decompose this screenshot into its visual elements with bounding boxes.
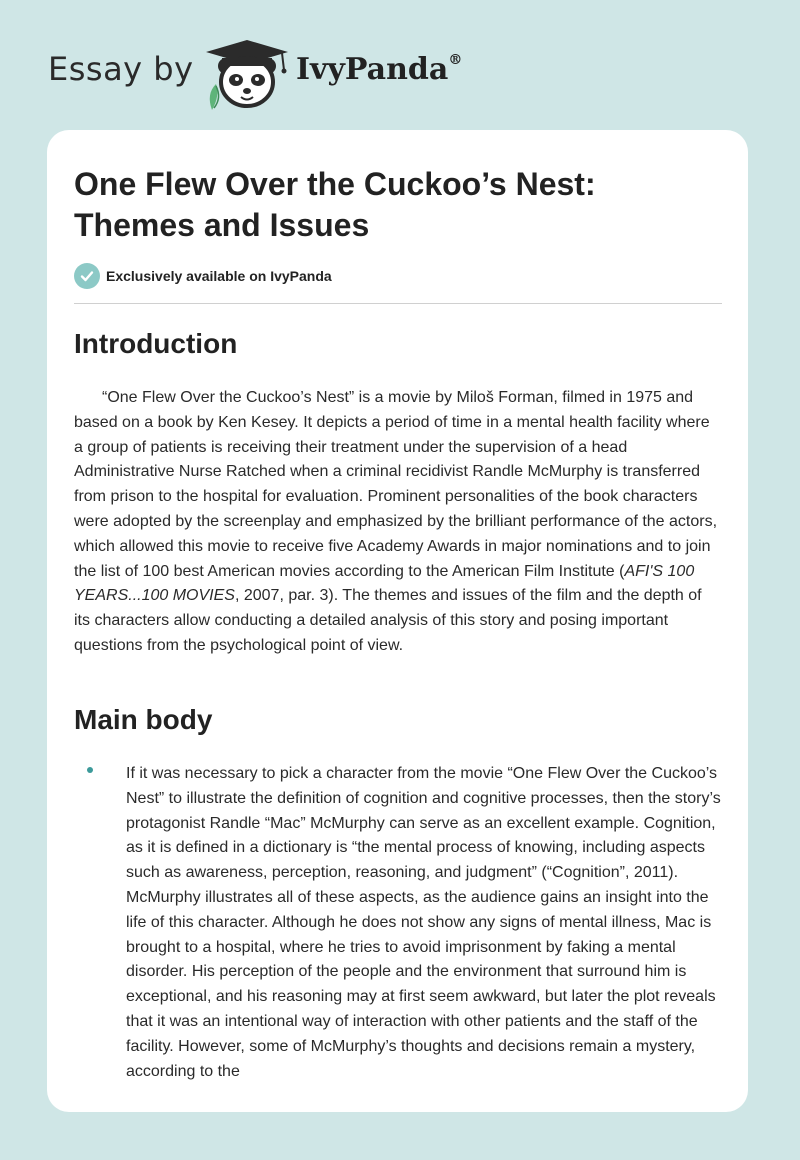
citation-title: AFI'S 100 YEARS...100 MOVIES [74,562,695,605]
main-body-list-item: If it was necessary to pick a character from the movie “One Flew Over the Cuckoo’s Nest” to illustrate the definition of cognition and cognitive processes, then the story’s protagonist Randle “Mac” McMurphy can serve as an excellent example. Cognition, as it is defined in a dictionary is “the mental process of knowing, including aspects such as awareness, perception, reasoning, and judgment” (“Cognition”, 2011). McMurphy illustrates all of these aspects, as the audience gains an insight into the life of this character. Although he does not show any signs of mental illness, Mac is brought to a hospital, where he tries to avoid imprisonment by faking a mental disorder. His perception of the people and the environment that surround him is exceptional, and his reasoning may at first seem awkward, but later the plot reveals that it was an intentional way of interaction with other patients and the staff of the facility. However, some of McMurphy’s thoughts and decisions remain a mystery, according to the [126,765,721,1080]
main-body-heading: Main body [74,704,213,735]
badge-label: Exclusively available on IvyPanda [106,268,332,284]
panda-logo-icon[interactable] [202,36,292,110]
check-icon [74,263,100,289]
registered-mark: ® [448,52,463,68]
introduction-heading: Introduction [74,328,238,359]
bullet-dot [87,767,93,773]
essay-by-label: Essay by [48,50,194,88]
essay-card [47,130,748,1112]
exclusive-badge [74,263,332,289]
introduction-paragraph: “One Flew Over the Cuckoo’s Nest” is a movie by Miloš Forman, filmed in 1975 and based on a book by Ken Kesey. It depicts a period of time in a mental health facility where a group of patients is receiving their treatment under the supervision of a head Administrative Nurse Ratched when a criminal recidivist Randle McMurphy is transferred from prison to the hospital for evaluation. Prominent personalities of the book characters were adopted by the screenplay and emphasized by the brilliant performance of the actors, which allowed this movie to receive five Academy Awards in major nominations and to join the list of 100 best American movies according to the American Film Institute (AFI'S 100 YEARS...100 MOVIES, 2007, par. 3). The themes and issues of the film and the depth of its characters allow conducting a detailed analysis of this story and posing important questions from the psychological point of view. [74,389,718,654]
divider [74,303,722,304]
site-header [0,0,800,130]
page-title: One Flew Over the Cuckoo’s Nest: Themes and Issues [74,166,596,243]
brand-name[interactable]: IvyPanda® [296,52,463,87]
